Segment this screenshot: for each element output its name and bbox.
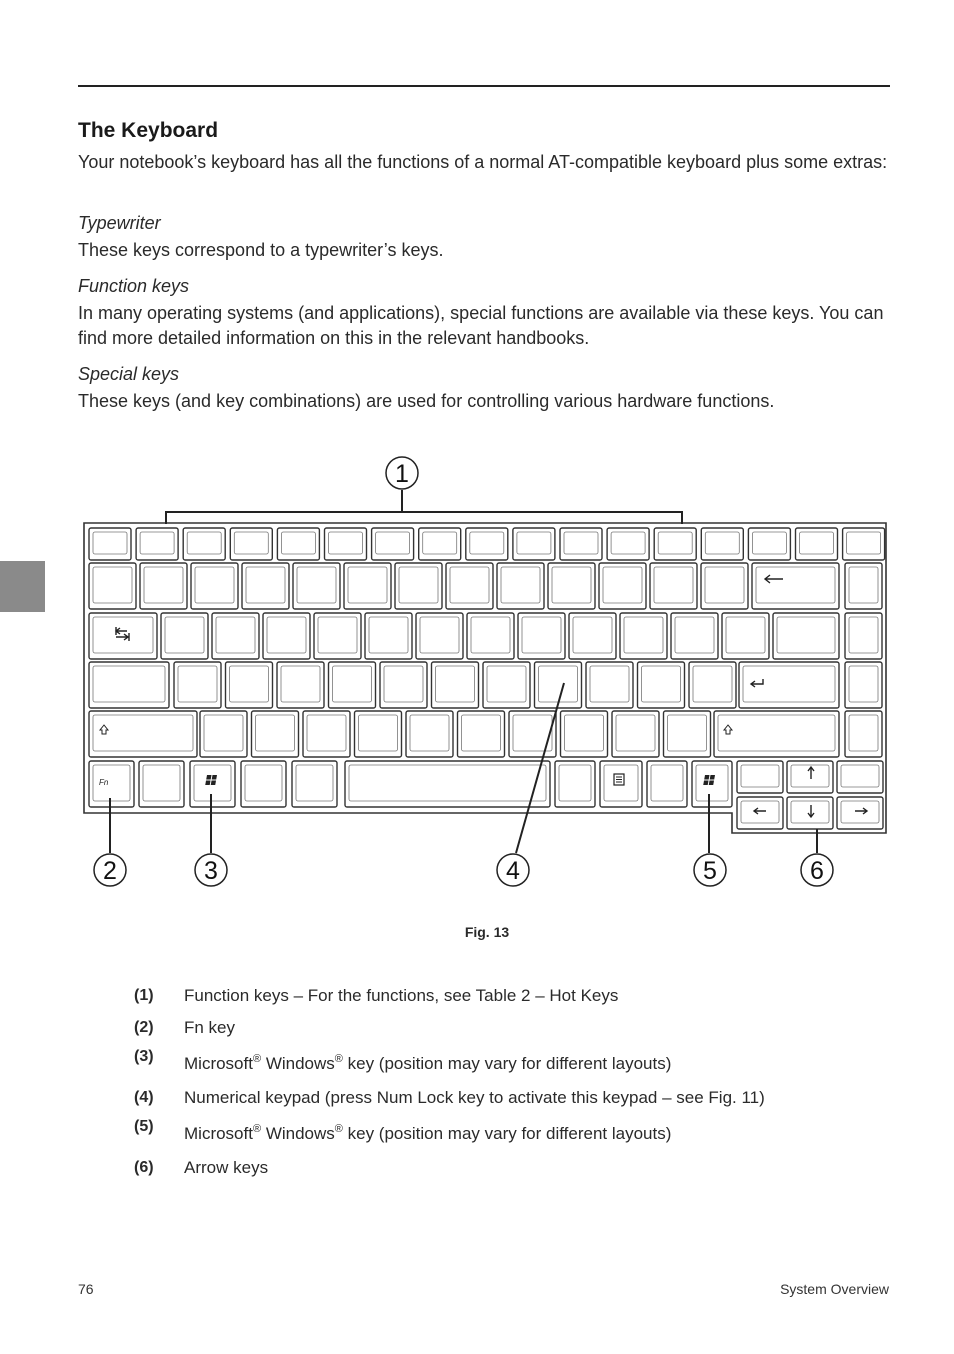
function-key xyxy=(513,528,555,560)
brand-microsoft: Microsoft xyxy=(184,1124,253,1143)
subheading-special-keys: Special keys xyxy=(78,364,180,384)
callout-marker xyxy=(386,457,418,489)
letter-key xyxy=(174,662,221,708)
letter-key xyxy=(226,662,273,708)
letter-key xyxy=(586,662,633,708)
number-key xyxy=(293,563,340,609)
function-key xyxy=(325,528,367,560)
function-keys-body: In many operating systems (and applications), special functions are available via these keys. You can find more detailed information on this in the relevant handbooks. xyxy=(78,303,884,348)
header-rule xyxy=(78,85,890,87)
legend-number: (1) xyxy=(134,987,154,1004)
legend-number: (5) xyxy=(134,1118,154,1135)
brand-windows: Windows xyxy=(265,1124,335,1143)
function-key xyxy=(796,528,838,560)
home-key xyxy=(845,662,882,708)
letter-key xyxy=(355,711,402,757)
number-key xyxy=(242,563,289,609)
special-keys-body: These keys (and key combinations) are used for controlling various hardware functions. xyxy=(78,391,775,411)
registered-mark: ® xyxy=(334,1123,343,1135)
figure-caption: Fig. 13 xyxy=(464,924,510,940)
legend-text: Arrow keys xyxy=(184,1158,269,1177)
end-key xyxy=(845,711,882,757)
intro-paragraph: Your notebook’s keyboard has all the functions of a normal AT-compatible keyboard plus some extras: xyxy=(78,152,888,172)
number-key xyxy=(89,563,136,609)
number-key xyxy=(395,563,442,609)
letter-key xyxy=(483,662,530,708)
letter-key xyxy=(212,613,259,659)
keyboard-keys xyxy=(84,523,886,833)
callout-number: 1 xyxy=(395,460,409,488)
function-key xyxy=(607,528,649,560)
callout-marker xyxy=(694,854,726,886)
letter-key xyxy=(432,662,479,708)
callout-number: 4 xyxy=(506,857,520,885)
letter-key xyxy=(161,613,208,659)
function-key xyxy=(466,528,508,560)
letter-key xyxy=(329,662,376,708)
alt-key-left xyxy=(241,761,286,807)
registered-mark: ® xyxy=(252,1053,262,1065)
ctrl-key-right xyxy=(647,761,687,807)
letter-key xyxy=(612,711,659,757)
arrow-up-key xyxy=(787,761,833,793)
legend-number: (4) xyxy=(134,1089,154,1106)
callout-marker xyxy=(801,854,833,886)
callout-bracket xyxy=(166,490,682,524)
menu-key xyxy=(600,761,642,807)
ctrl-key-left xyxy=(139,761,184,807)
callout-number: 2 xyxy=(103,857,117,885)
arrow-left-key xyxy=(737,797,783,829)
legend-text: Fn key xyxy=(184,1018,236,1037)
alt-key-right xyxy=(555,761,595,807)
number-key xyxy=(701,563,748,609)
letter-key xyxy=(518,613,565,659)
enter-key xyxy=(739,662,839,708)
letter-key xyxy=(200,711,247,757)
legend-number: (2) xyxy=(134,1019,154,1036)
space-bar xyxy=(345,761,550,807)
letter-key xyxy=(314,613,361,659)
subheading-function-keys: Function keys xyxy=(78,276,190,296)
letter-key xyxy=(620,613,667,659)
function-key xyxy=(89,528,131,560)
registered-mark: ® xyxy=(252,1123,262,1135)
function-key xyxy=(419,528,461,560)
legend-number: (6) xyxy=(134,1159,154,1176)
number-key xyxy=(191,563,238,609)
number-key xyxy=(548,563,595,609)
letter-key xyxy=(569,613,616,659)
function-key xyxy=(372,528,414,560)
backslash-key xyxy=(773,613,839,659)
typewriter-body: These keys correspond to a typewriter’s keys. xyxy=(78,240,444,260)
letter-key xyxy=(277,662,324,708)
pgdn-key xyxy=(845,613,882,659)
legend-text: Numerical keypad (press Num Lock key to activate this keypad – see Fig. 11) xyxy=(184,1088,765,1107)
legend-list xyxy=(134,984,894,1188)
section-title: The Keyboard xyxy=(78,119,219,142)
callout-number: 3 xyxy=(204,857,218,885)
page-number: 76 xyxy=(78,1281,94,1297)
letter-key xyxy=(467,613,514,659)
number-key xyxy=(344,563,391,609)
fn-key-label: Fn xyxy=(99,778,109,787)
legend-item-6 xyxy=(134,1156,894,1188)
function-key xyxy=(701,528,743,560)
legend-text: Function keys – For the functions, see Table 2 – Hot Keys xyxy=(184,986,619,1005)
letter-key xyxy=(722,613,769,659)
arrow-down-key xyxy=(787,797,833,829)
tab-key xyxy=(89,613,157,659)
function-key xyxy=(277,528,319,560)
blank-key xyxy=(737,761,783,793)
legend-item-2 xyxy=(134,1016,894,1048)
registered-mark: ® xyxy=(334,1053,343,1065)
function-key xyxy=(560,528,602,560)
letter-key xyxy=(416,613,463,659)
legend-item-1 xyxy=(134,984,894,1016)
legend-item-3 xyxy=(134,1048,894,1086)
fn-key xyxy=(89,761,134,807)
caps-lock-key xyxy=(89,662,169,708)
letter-key xyxy=(263,613,310,659)
brand-microsoft: Microsoft xyxy=(184,1054,253,1073)
letter-key xyxy=(671,613,718,659)
keyboard-diagram xyxy=(0,440,954,910)
letter-key xyxy=(561,711,608,757)
footer-section-name: System Overview xyxy=(780,1281,889,1297)
blank-key xyxy=(837,761,883,793)
subheading-typewriter: Typewriter xyxy=(78,213,161,233)
letter-key xyxy=(252,711,299,757)
letter-key xyxy=(458,711,505,757)
number-key xyxy=(446,563,493,609)
backspace-key xyxy=(752,563,839,609)
legend-text: key (position may vary for different layouts) xyxy=(347,1124,672,1143)
callout-number: 6 xyxy=(810,857,824,885)
letter-key xyxy=(664,711,711,757)
function-key xyxy=(843,528,885,560)
function-key xyxy=(183,528,225,560)
letter-key xyxy=(380,662,427,708)
letter-key xyxy=(303,711,350,757)
letter-key xyxy=(406,711,453,757)
number-key xyxy=(650,563,697,609)
number-key xyxy=(140,563,187,609)
brand-windows: Windows xyxy=(265,1054,335,1073)
callout-marker xyxy=(497,854,529,886)
extra-key xyxy=(292,761,337,807)
callout-number: 5 xyxy=(703,857,717,885)
callout-marker xyxy=(195,854,227,886)
function-key xyxy=(654,528,696,560)
shift-key-right xyxy=(714,711,839,757)
function-key xyxy=(748,528,790,560)
function-key xyxy=(136,528,178,560)
pgup-key xyxy=(845,563,882,609)
legend-item-4 xyxy=(134,1086,894,1118)
number-key xyxy=(497,563,544,609)
legend-text: key (position may vary for different layouts) xyxy=(347,1054,672,1073)
legend-number: (3) xyxy=(134,1048,154,1065)
letter-key xyxy=(689,662,736,708)
number-key xyxy=(599,563,646,609)
function-key xyxy=(230,528,272,560)
arrow-right-key xyxy=(837,797,883,829)
legend-item-5 xyxy=(134,1118,894,1156)
letter-key xyxy=(365,613,412,659)
callout-marker xyxy=(94,854,126,886)
letter-key xyxy=(638,662,685,708)
